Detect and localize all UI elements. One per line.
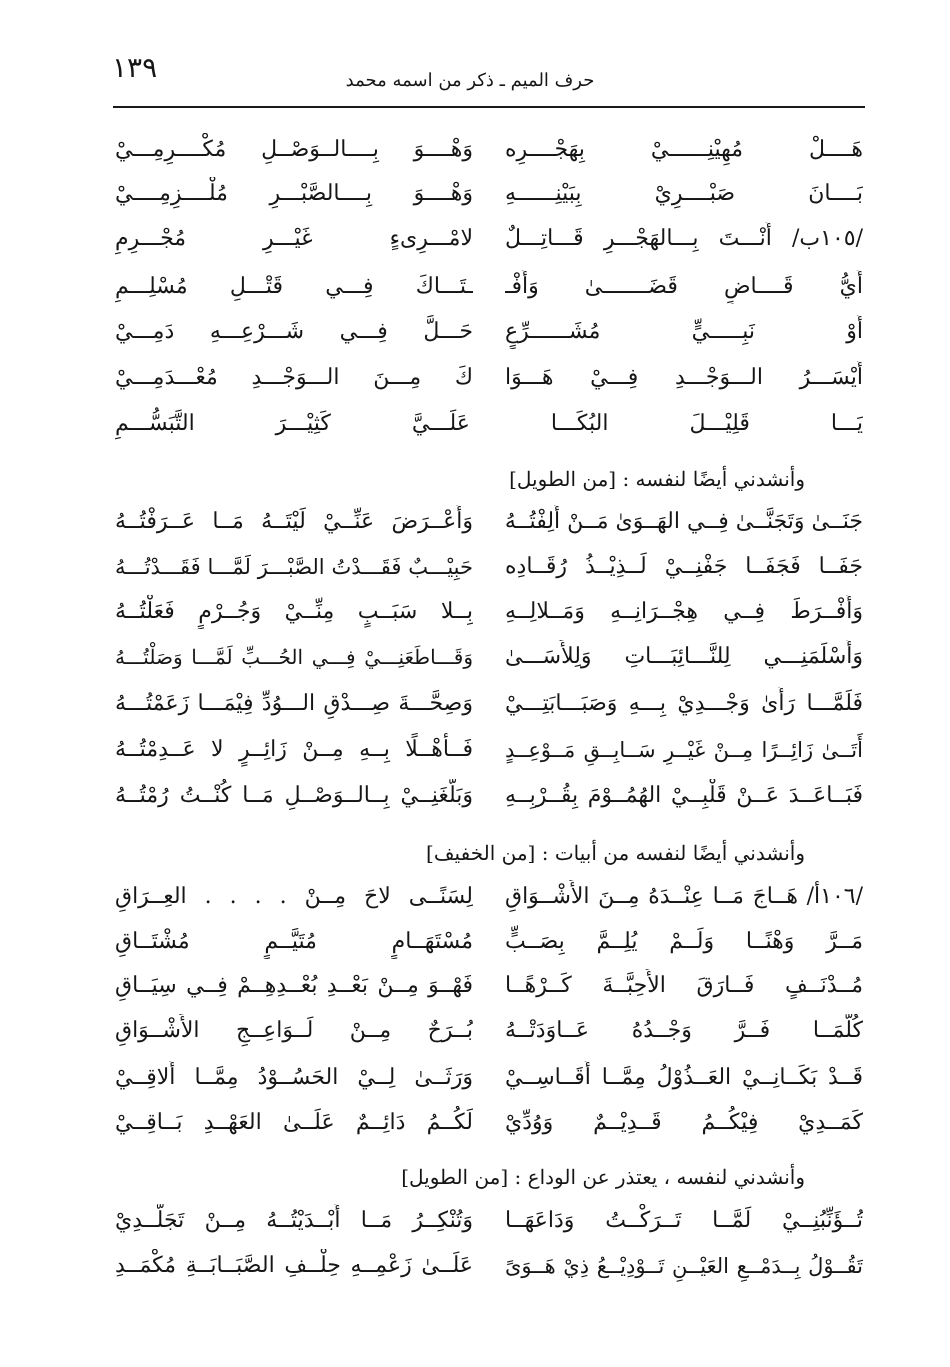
verse-hemistich-right: مَــرَّ وَهْنًــا وَلَــمْ يُلِــمَّ بِصَــبٍّ xyxy=(505,929,863,954)
verse-hemistich-left: وَقَـــاطَعَنِـــيْ فِـــي الحُـــبِّ لَمَّـــا وَصَلْتُـــهُ xyxy=(115,645,473,669)
verse-hemistich-left: لامْـــرِىءٍ غَيْـــرِ مُجْـــرِمِ xyxy=(115,226,473,251)
verse-hemistich-right: أَيْسَـــرُ الـــوَجْـــدِ فِـــيْ هَـــوَا xyxy=(505,365,863,390)
verse-hemistich-right: بَــــانَ صَبْــــرِيْ بِبَيْنِــــــهِ xyxy=(505,181,863,206)
verse-hemistich-left: حَـــلَّ فِـــي شَـــرْعِـــهِ دَمِـــيْ xyxy=(115,319,473,344)
verse-hemistich-left: فَهْــوَ مِــنْ بَعْــدِ بُعْــدِهِــمْ فِــي سِيَــاقِ xyxy=(115,973,473,998)
page-number: ١٣٩ xyxy=(112,51,158,84)
verse-hemistich-right: أَوْ نَبِـــــيٍّ مُشَــــــرِّعٍ xyxy=(505,319,863,344)
verse-hemistich-right: /١٠٦أ/ هَــاجَ مَــا عِنْــدَهُ مِــنَ الأَشْــوَاقِ xyxy=(505,884,863,909)
verse-hemistich-right: قَــدْ بَكَــانِــيْ العَــذُوْلُ مِمَّــا أُقَــاسِــيْ xyxy=(505,1065,863,1090)
verse-hemistich-right: كُلَّمَــا فَــرَّ وَجْــدُهُ عَــاوَدَتْــهُ xyxy=(505,1018,863,1043)
verse-hemistich-right: فَلَمَّـــا رَأَىٰ وَجْـــدِيْ بِـــهِ وَصَبَـــابَتِـــيْ xyxy=(505,691,863,716)
verse-hemistich-right: هَــــلْ مُهِيْنِــــــيْ بِهَجْــــرِه xyxy=(505,137,863,162)
verse-hemistich-left: وَرَثَــىٰ لِــيْ الحَسُــوْدُ مِمَّــا أُلاقِــيْ xyxy=(115,1065,473,1090)
verse-hemistich-right: تَقُــوْلُ بِــدَمْــعِ العَيْــنِ تَــوْدِيْــعُ ذِيْ هَــوَىً xyxy=(505,1254,863,1278)
verse-hemistich-right: تُــؤَنِّبُنِــيْ لَمَّــا تَــرَكْــتُ وَدَاعَهَــا xyxy=(505,1208,863,1233)
verse-hemistich-right: أَيُّ قَــــاضٍ قَضَـــــــىٰ وَأَفْـ xyxy=(505,274,863,299)
verse-hemistich-right: فَبَــاعَــدَ عَــنْ قَلْبِــيْ الهُمُــوْمَ بِقُــرْبِــهِ xyxy=(505,783,863,808)
verse-hemistich-left: عَلَــىٰ زَعْمِــهِ حِلْــفِ الصَّبَــابَــةِ مُكْمَــدِ xyxy=(115,1253,473,1278)
verse-hemistich-left: بُــرَحٌ مِــنْ لَــوَاعِــجِ الأَشْــوَاقِ xyxy=(115,1018,473,1043)
verse-hemistich-left: وَهْــــوَ بِــــالــوَصْــلِ مُكْــــرِمِـــيْ xyxy=(115,137,473,162)
verse-hemistich-left: حَبِيْـــبٌ فَقَـــدْتُ الصَّبْـــرَ لَمَّـــا فَقَـــدْتُـــهُ xyxy=(115,555,473,579)
verse-hemistich-left: وَهْــــوَ بِــــالصَّبْـــرِ مُلْــــزِمِــــيْ xyxy=(115,181,473,206)
section-intro: وأنشدني لنفسه ، يعتذر عن الوداع : [من الطويل] xyxy=(401,1165,805,1189)
verse-hemistich-left: وَتُنْكِــرُ مَــا أَبْــدَيْتُــهُ مِــنْ تَجَلُّــدِيْ xyxy=(115,1208,473,1233)
running-head: حرف الميم ـ ذكر من اسمه محمد xyxy=(345,70,595,91)
verse-hemistich-left: لِسَنًــى لاحَ مِــنْ . . . . العِــرَاقِ xyxy=(115,884,473,909)
verse-hemistich-right: جَنَــىٰ وَتَجَنَّــىٰ فِــي الهَــوَىٰ مَــنْ أَلِفْتُــهُ xyxy=(505,509,863,534)
verse-hemistich-left: بِــلا سَبَــبٍ مِنِّــيْ وَجُــرْمٍ فَعَلْتُــهُ xyxy=(115,599,473,624)
verse-hemistich-left: وَصِحَّـــةَ صِـــدْقِ الـــوُدِّ فِيْمَـــا زَعَمْتُـــهُ xyxy=(115,691,473,716)
verse-hemistich-right: وَأَفْــرَطَ فِــي هِجْــرَانِــهِ وَمَــلالِــهِ xyxy=(505,599,863,624)
verse-hemistich-left: ـتَـــاكَ فِـــي قَتْـــلِ مُسْلِـــمِ xyxy=(115,274,473,299)
verse-hemistich-left: مُسْتَهَــامٍ مُتَيَّــمٍ مُشْتَــاقِ xyxy=(115,929,473,954)
verse-hemistich-left: كَ مِـــنَ الـــوَجْـــدِ مُعْـــدَمِـــيْ xyxy=(115,365,473,390)
verse-hemistich-right: مُــدْنَــفٍ فَــارَقَ الأَحِبَّــةَ كَــرْهًــا xyxy=(505,973,863,998)
section-intro: وأنشدني أيضًا لنفسه من أبيات : [من الخفيف] xyxy=(426,841,805,865)
section-intro: وأنشدني أيضًا لنفسه : [من الطويل] xyxy=(509,467,805,491)
verse-hemistich-right: أَتَــىٰ زَائِــرًا مِــنْ غَيْــرِ سَــابِــقِ مَــوْعِــدٍ xyxy=(505,738,863,762)
verse-hemistich-left: وَبَلَّغَنِــيْ بِــالــوَصْــلِ مَــا كُنْــتُ رُمْتُــهُ xyxy=(115,783,473,808)
verse-hemistich-left: وَأَعْــرَضَ عَنِّــيْ لَيْتَــهُ مَــا عَــرَفْتُــهُ xyxy=(115,509,473,534)
verse-hemistich-right: وَأَسْلَمَنِـــي لِلنَّـــائِبَـــاتِ وَلِلأَسَـــىٰ xyxy=(505,644,863,669)
verse-full-line: يَـــا قَلِيْـــلَ البُكَـــا عَلَـــيَّ كَثِيْـــرَ التَّبَسُّـــمِ xyxy=(115,411,863,436)
verse-hemistich-right: جَفَــا فَجَفَــا جَفْنِــيْ لَــذِيْــذُ رُقَــادِه xyxy=(505,554,863,579)
verse-hemistich-left: فَــأَهْــلًا بِــهِ مِــنْ زَائِــرٍ لا عَــدِمْتُــهُ xyxy=(115,737,473,762)
verse-hemistich-right: /١٠٥ب/ أَنْـــتَ بِـــالهَجْـــرِ قَـــاتِـــلٌ xyxy=(505,226,863,251)
header-rule xyxy=(113,106,865,108)
verse-hemistich-left: لَكُــمُ دَائِــمٌ عَلَــىٰ العَهْــدِ بَــاقِــيْ xyxy=(115,1110,473,1135)
verse-hemistich-right: كَمَــدِيْ فِيْكُــمُ قَــدِيْــمٌ وَوُدِّيْ xyxy=(505,1110,863,1135)
